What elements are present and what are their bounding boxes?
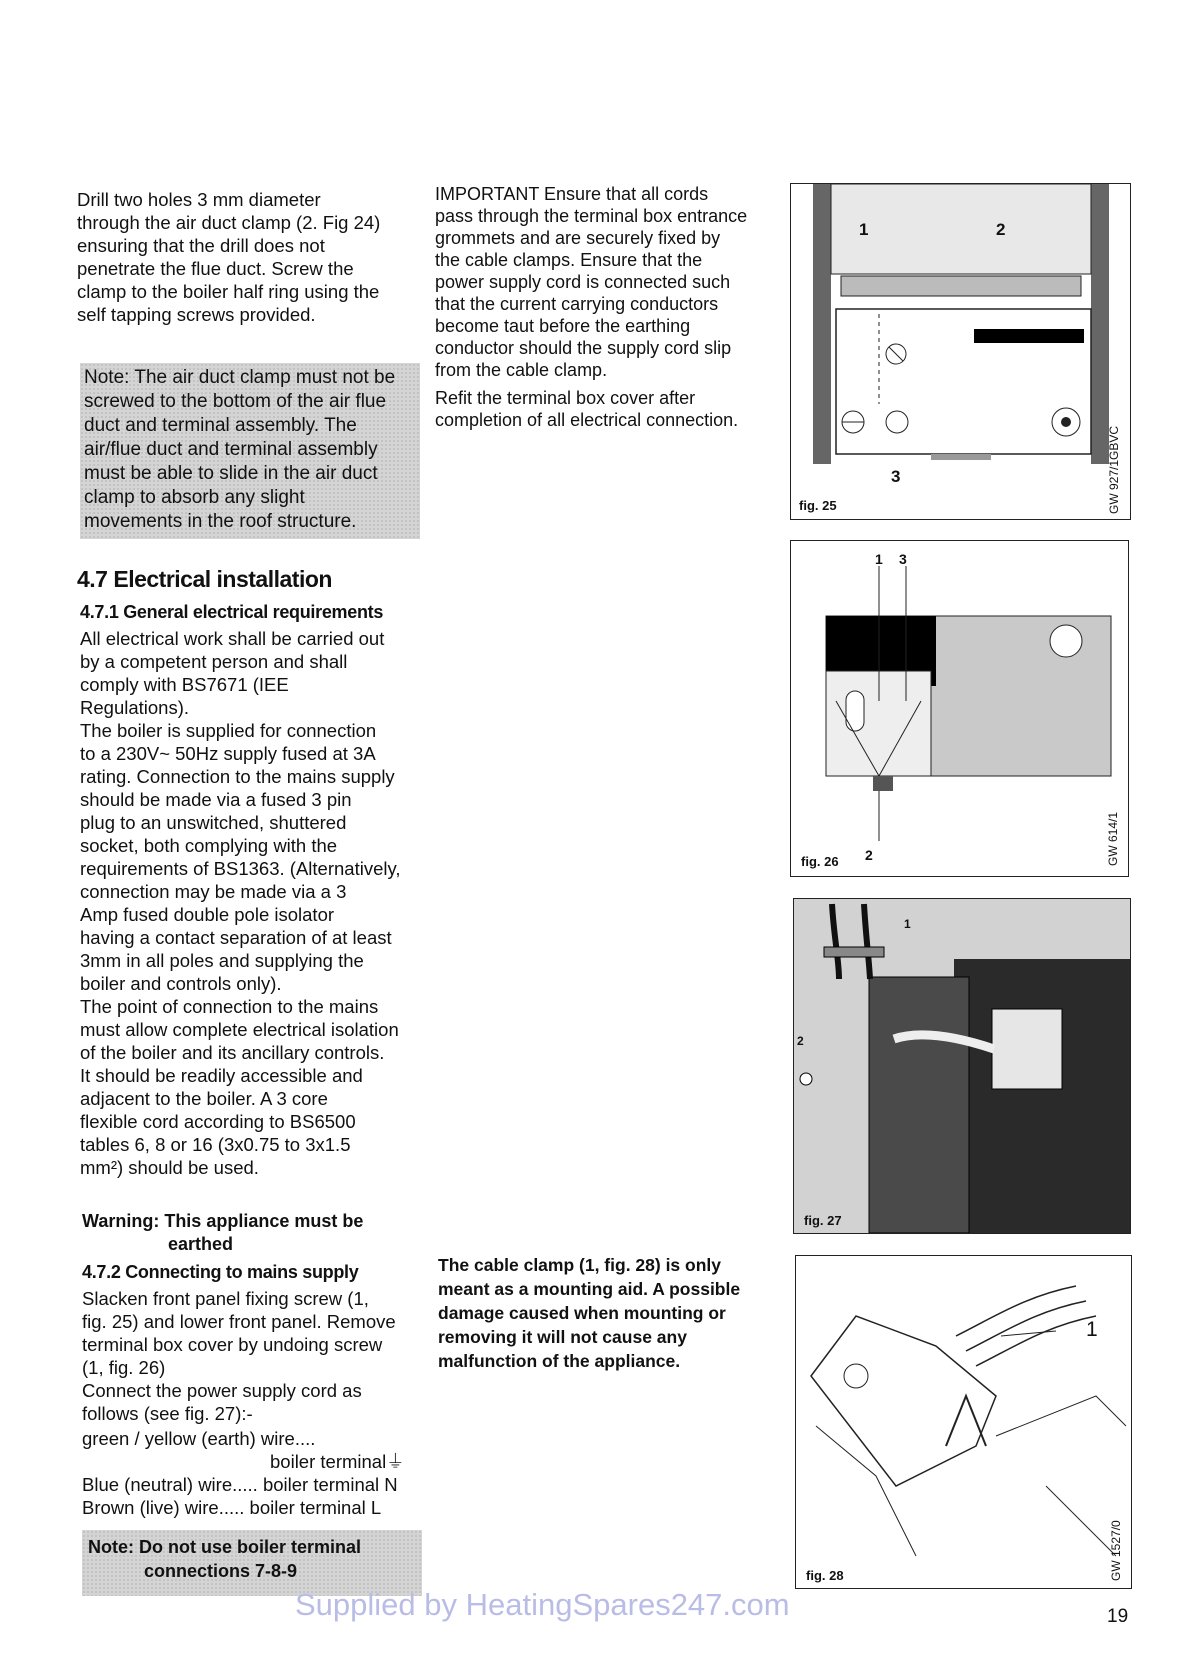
intro-paragraph: Drill two holes 3 mm diameter through the air duct clamp (2. Fig 24) ensuring that the drill does not penetrate the flue duct. Screw the clamp to the boiler half ring using the self tapping screws provided. xyxy=(77,189,381,325)
fig26-callout-3: 3 xyxy=(899,551,907,567)
fig25-callout-1: 1 xyxy=(859,220,869,239)
section-title: 4.7 Electrical installation xyxy=(77,566,332,592)
earthing-warning: Warning: This appliance must be earthed xyxy=(82,1211,364,1254)
terminal-note: Note: Do not use boiler terminal connections 7-8-9 xyxy=(82,1530,422,1596)
fig26-callout-2: 2 xyxy=(865,847,873,863)
page-number: 19 xyxy=(1107,1606,1129,1627)
figure-27 xyxy=(793,898,1131,1234)
figure-28 xyxy=(795,1255,1132,1589)
fig26-code: GW 614/1 xyxy=(1106,811,1120,866)
fig25-illustration xyxy=(791,184,1130,519)
important-paragraph: IMPORTANT Ensure that all cords pass through the terminal box entrance grommets and are securely fixed by the cable clamps. Ensure that the power supply cord is connected such that the current carrying conductors become taut before the earthing conductor should the supply cord slip from the cable clamp. xyxy=(435,184,748,380)
supplier-watermark: Supplied by HeatingSpares247.com xyxy=(295,1587,790,1622)
mains-supply-text: Slacken front panel fixing screw (1, fig. 25) and lower front panel. Remove terminal box cover by undoing screw (1, fig. 26) Connect the power supply cord as follows (see fig. 27):- xyxy=(82,1288,396,1424)
wiring-table: green / yellow (earth) wire.... boiler terminal⏚ Blue (neutral) wire..... boiler terminal N Brown (live) wire..... boiler terminal L xyxy=(82,1428,405,1518)
fig27-caption: fig. 27 xyxy=(804,1213,842,1228)
refit-paragraph: Refit the terminal box cover after completion of all electrical connection. xyxy=(435,388,739,430)
fig28-caption: fig. 28 xyxy=(806,1568,844,1583)
fig25-callout-2: 2 xyxy=(996,220,1006,239)
fig27-illustration xyxy=(794,899,1130,1233)
fig25-code: GW 927/1GBVC xyxy=(1107,425,1121,514)
fig28-illustration xyxy=(796,1256,1131,1588)
air-duct-note: Note: The air duct clamp must not be screwed to the bottom of the air flue duct and terminal assembly. The air/flue duct and terminal assembly must be able to slide in the air duct clamp to absorb any slight movements in the roof structure. xyxy=(80,363,420,539)
fig28-callout-1: 1 xyxy=(1086,1318,1098,1341)
subsection-title-general: 4.7.1 General electrical requirements xyxy=(80,602,384,622)
fig26-caption: fig. 26 xyxy=(801,854,839,869)
subsection-title-mains: 4.7.2 Connecting to mains supply xyxy=(82,1262,359,1282)
fig27-callout-1: 1 xyxy=(904,917,911,931)
figure-25 xyxy=(790,183,1131,520)
fig28-code: GW 1527/0 xyxy=(1109,1520,1123,1581)
fig25-caption: fig. 25 xyxy=(799,498,837,513)
fig26-illustration xyxy=(791,541,1128,876)
general-requirements-text: All electrical work shall be carried out by a competent person and shall comply with BS7671 (IEE Regulations). The boiler is supplied for connection to a 230V~ 50Hz supply fused at 3A rating. Connection to the mains supply should be made via a fused 3 pin plug to an unswitched, shuttered socket, both complying with the requirements of BS1363. (Alternatively, connection may be made via a 3 Amp fused double pole isolator having a contact separation of at least 3mm in all poles and supplying the boiler and controls only). The point of connection to the mains must allow complete electrical isolation of the boiler and its ancillary controls. It should be readily accessible and adjacent to the boiler. A 3 core flexible cord according to BS6500 tables 6, 8 or 16 (3x0.75 to 3x1.5 mm²) should be used. xyxy=(80,628,401,1178)
fig25-callout-3: 3 xyxy=(891,467,901,486)
fig26-callout-1: 1 xyxy=(875,551,883,567)
cable-clamp-note: The cable clamp (1, fig. 28) is only meant as a mounting aid. A possible damage caused when mounting or removing it will not cause any malfunction of the appliance. xyxy=(438,1255,741,1371)
fig27-callout-2: 2 xyxy=(797,1034,804,1048)
figure-26 xyxy=(790,540,1129,877)
